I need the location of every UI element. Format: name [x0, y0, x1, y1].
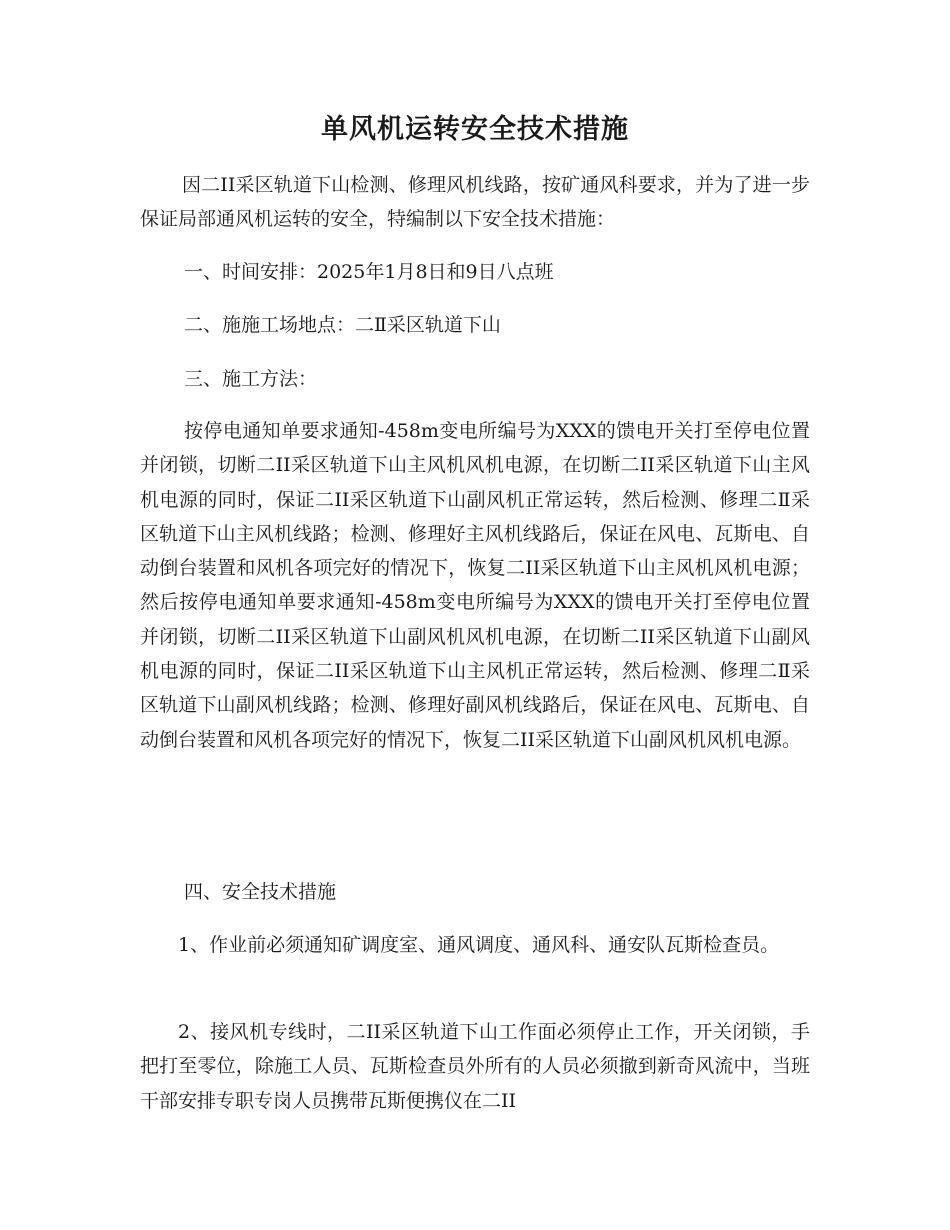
document-title: 单风机运转安全技术措施: [321, 114, 629, 145]
method-paragraph: 按停电通知单要求通知-458m变电所编号为XXX的馈电开关打至停电位置并闭锁，切断二II采区轨道下山主风机风机电源，在切断二II采区轨道下山主风机电源的同时，保证二II采区轨道下山副风机正常运转，然后检测、修理二Ⅱ采区轨道下山主风机线路；检测、修理好主风机线路后，保证在风电、瓦斯电、自动倒台装置和风机各项完好的情况下，恢复二II采区轨道下山主风机风机电源；然后按停电通知单要求通知-458m变电所编号为XXX的馈电开关打至停电位置并闭锁，切断二II采区轨道下山副风机风机电源，在切断二II采区轨道下山副风机电源的同时，保证二II采区轨道下山主风机正常运转，然后检测、修理二Ⅱ采区轨道下山副风机线路；检测、修理好副风机线路后，保证在风电、瓦斯电、自动倒台装置和风机各项完好的情况下，恢复二II采区轨道下山副风机风机电源。: [140, 420, 810, 751]
safety-item-2: 2、接风机专线时，二II采区轨道下山工作面必须停止工作，开关闭锁，手把打至零位，除施工人员、瓦斯检查员外所有的人员必须撤到新奇风流中，当班干部安排专职专岗人员携带瓦斯便携仪在二II: [140, 1021, 810, 1112]
safety-item-1: 1、作业前必须通知矿调度室、通风调度、通风科、通安队瓦斯检查员。: [178, 934, 780, 956]
section-work-location: 二、施施工场地点：二Ⅱ采区轨道下山: [184, 314, 501, 336]
section-construction-method: 三、施工方法：: [184, 368, 318, 390]
section-time-arrangement: 一、时间安排：2025年1月8日和9日八点班: [184, 261, 554, 283]
intro-paragraph: 因二II采区轨道下山检测、修理风机线路，按矿通风科要求，并为了进一步保证局部通风机运转的安全，特编制以下安全技术措施：: [140, 174, 810, 231]
section-safety-measures: 四、安全技术措施: [184, 881, 337, 903]
